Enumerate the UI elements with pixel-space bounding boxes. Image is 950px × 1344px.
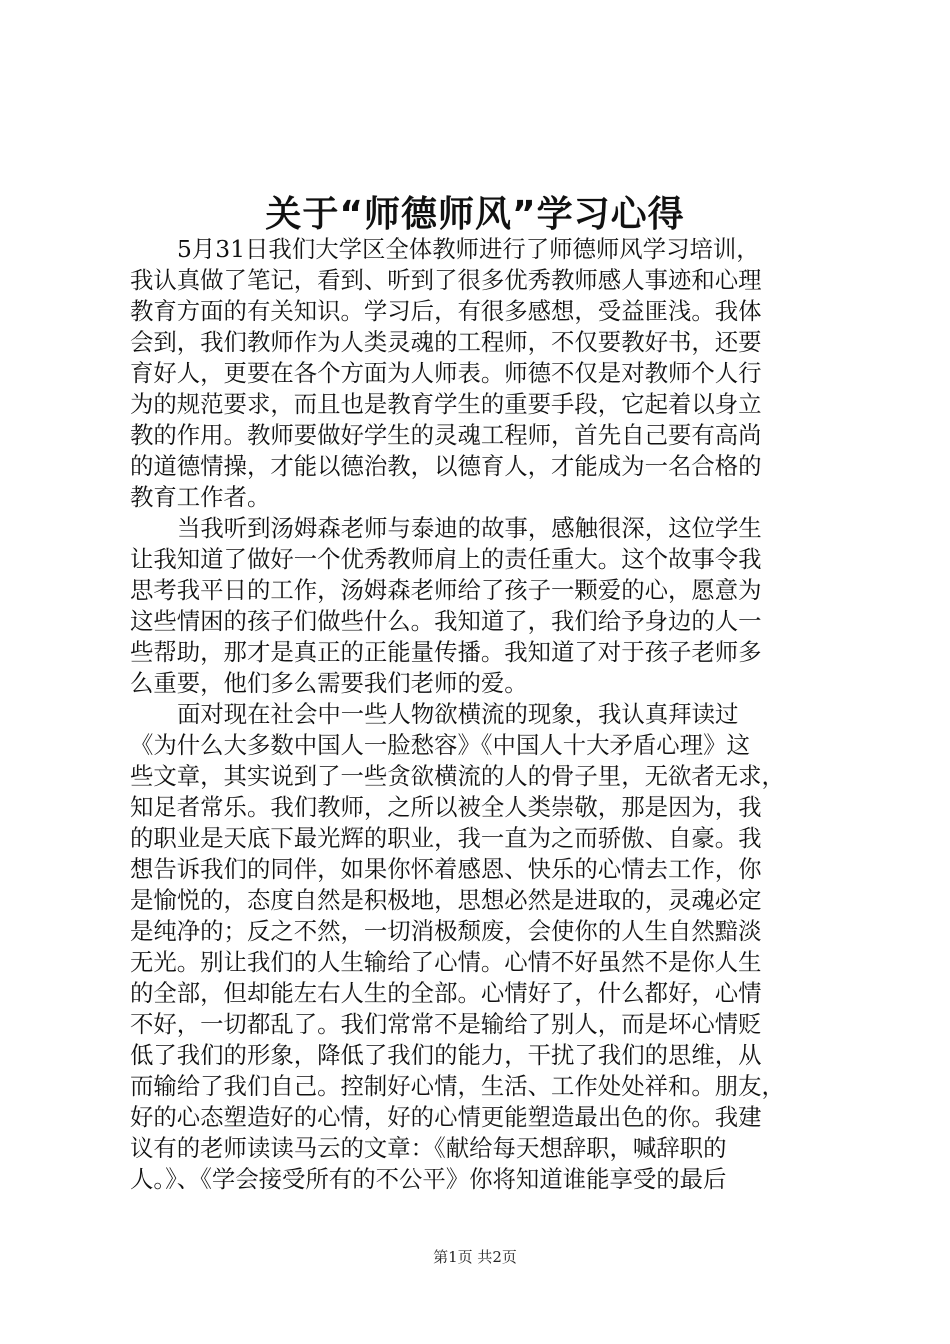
text-line: 人。》、《学会接受所有的不公平》你将知道谁能享受的最后 bbox=[130, 1165, 727, 1193]
text-line: 教育方面的有关知识。学习后，有很多感想，受益匪浅。我体 bbox=[130, 297, 762, 325]
text-line: 好的心态塑造好的心情，好的心情更能塑造最出色的你。我建 bbox=[130, 1103, 762, 1131]
text-line: 当我听到汤姆森老师与泰迪的故事，感触很深，这位学生 bbox=[177, 514, 762, 542]
text-line: 《为什么大多数中国人一脸愁容》《中国人十大矛盾心理》这 bbox=[130, 731, 750, 759]
text-line: 想告诉我们的同伴，如果你怀着感恩、快乐的心情去工作，你 bbox=[130, 855, 762, 883]
text-line: 么重要，他们多么需要我们老师的爱。 bbox=[130, 669, 528, 697]
text-line: 5月31日我们大学区全体教师进行了师德师风学习培训， bbox=[177, 235, 760, 263]
text-line: 些文章，其实说到了一些贪欲横流的人的骨子里，无欲者无求， bbox=[130, 762, 785, 790]
text-line: 是纯净的；反之不然，一切消极颓废，会使你的人生自然黯淡 bbox=[130, 917, 762, 945]
text-line: 不好，一切都乱了。我们常常不是输给了别人，而是坏心情贬 bbox=[130, 1010, 762, 1038]
text-line: 而输给了我们自己。控制好心情，生活、工作处处祥和。朋友， bbox=[130, 1072, 785, 1100]
text-line: 的道德情操，才能以德治教，以德育人，才能成为一名合格的 bbox=[130, 452, 762, 480]
text-line: 知足者常乐。我们教师，之所以被全人类崇敬，那是因为，我 bbox=[130, 793, 762, 821]
text-line: 是愉悦的，态度自然是积极地，思想必然是进取的，灵魂必定 bbox=[130, 886, 762, 914]
text-line: 议有的老师读读马云的文章：《献给每天想辞职，喊辞职的 bbox=[130, 1134, 727, 1162]
text-line: 思考我平日的工作，汤姆森老师给了孩子一颗爱的心，愿意为 bbox=[130, 576, 762, 604]
text-line: 育好人，更要在各个方面为人师表。师德不仅是对教师个人行 bbox=[130, 359, 762, 387]
text-line: 会到，我们教师作为人类灵魂的工程师，不仅要教好书，还要 bbox=[130, 328, 762, 356]
text-line: 低了我们的形象，降低了我们的能力，干扰了我们的思维，从 bbox=[130, 1041, 762, 1069]
text-line: 的职业是天底下最光辉的职业，我一直为之而骄傲、自豪。我 bbox=[130, 824, 762, 852]
text-line: 为的规范要求，而且也是教育学生的重要手段，它起着以身立 bbox=[130, 390, 762, 418]
text-line: 教的作用。教师要做好学生的灵魂工程师，首先自己要有高尚 bbox=[130, 421, 762, 449]
text-line: 的全部，但却能左右人生的全部。心情好了，什么都好，心情 bbox=[130, 979, 762, 1007]
text-line: 教育工作者。 bbox=[130, 483, 271, 511]
document-body bbox=[130, 234, 830, 1195]
document-title: 关于“师德师风”学习心得 bbox=[265, 194, 685, 235]
text-line: 面对现在社会中一些人物欲横流的现象，我认真拜读过 bbox=[177, 700, 739, 728]
text-line: 我认真做了笔记，看到、听到了很多优秀教师感人事迹和心理 bbox=[130, 266, 762, 294]
page-footer: 第1页 共2页 bbox=[433, 1248, 517, 1266]
text-line: 让我知道了做好一个优秀教师肩上的责任重大。这个故事令我 bbox=[130, 545, 762, 573]
text-line: 些帮助，那才是真正的正能量传播。我知道了对于孩子老师多 bbox=[130, 638, 762, 666]
text-line: 无光。别让我们的人生输给了心情。心情不好虽然不是你人生 bbox=[130, 948, 762, 976]
text-line: 这些情困的孩子们做些什么。我知道了，我们给予身边的人一 bbox=[130, 607, 762, 635]
